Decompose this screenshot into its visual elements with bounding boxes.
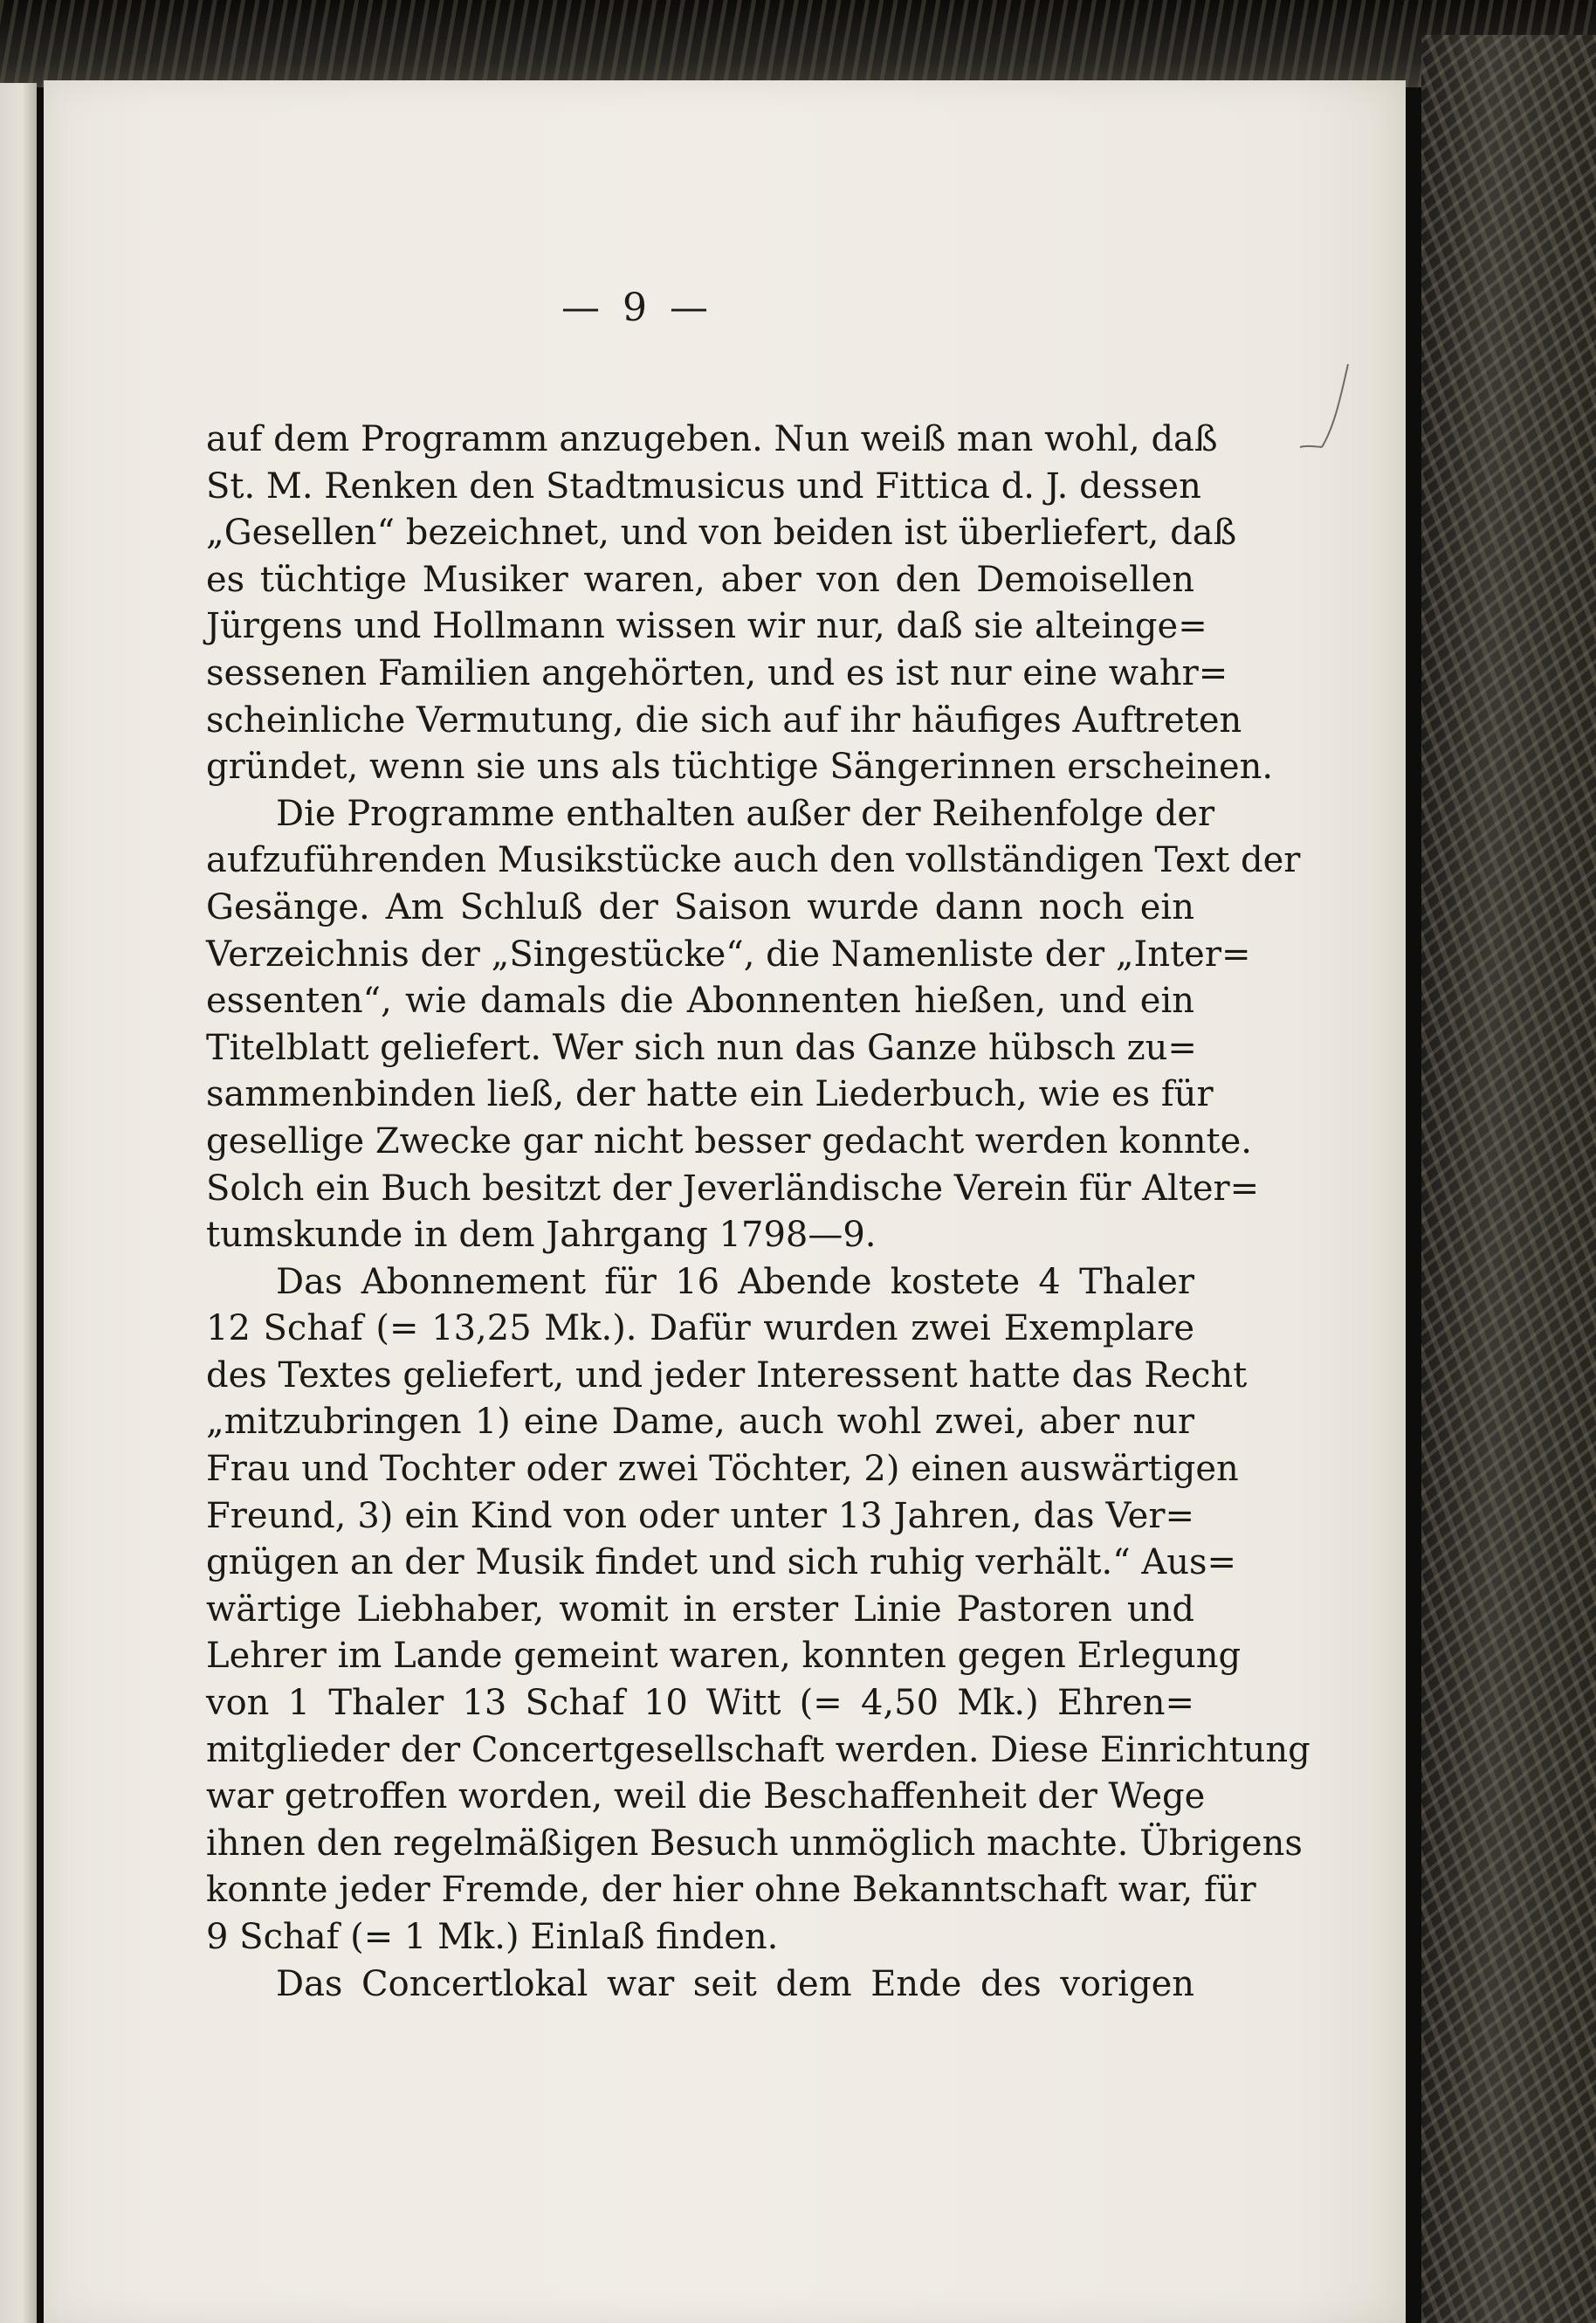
text-line: aufzuführenden Musikstücke auch den vollständigen Text der <box>206 840 1301 881</box>
text-line: gründet, wenn sie uns als tüchtige Sängerinnen erscheinen. <box>206 747 1274 788</box>
text-line: „mitzubringen 1) eine Dame, auch wohl zwei, aber nur <box>206 1402 1194 1443</box>
text-line: sammenbinden ließ, der hatte ein Liederbuch, wie es für <box>206 1074 1214 1115</box>
text-line: Das Concertlokal war seit dem Ende des vorigen <box>276 1963 1194 2004</box>
text-line: Freund, 3) ein Kind von oder unter 13 Jahren, das Ver= <box>206 1495 1194 1536</box>
text-line: des Textes geliefert, und jeder Interessent hatte das Recht <box>206 1355 1248 1396</box>
book-page <box>44 80 1406 2323</box>
text-line: tumskunde in dem Jahrgang 1798—9. <box>206 1215 877 1256</box>
text-line: 12 Schaf (= 13,25 Mk.). Dafür wurden zwei Exemplare <box>206 1308 1194 1349</box>
text-line: Verzeichnis der „Singestücke“, die Namenliste der „Inter= <box>206 934 1251 975</box>
text-line: scheinliche Vermutung, die sich auf ihr häufiges Auftreten <box>206 700 1242 741</box>
marbled-book-spine <box>1421 35 1596 2323</box>
text-line: von 1 Thaler 13 Schaf 10 Witt (= 4,50 Mk.) Ehren= <box>206 1683 1194 1724</box>
text-line: konnte jeder Fremde, der hier ohne Bekanntschaft war, für <box>206 1870 1256 1911</box>
text-line: ihnen den regelmäßigen Besuch unmöglich machte. Übrigens <box>206 1823 1303 1864</box>
text-line: Jürgens und Hollmann wissen wir nur, daß sie alteinge= <box>206 606 1207 647</box>
text-line: sessenen Familien angehörten, und es ist nur eine wahr= <box>206 652 1228 693</box>
text-line: es tüchtige Musiker waren, aber von den Demoisellen <box>206 559 1194 600</box>
text-line: mitglieder der Concertgesellschaft werden. Diese Einrichtung <box>206 1729 1311 1770</box>
text-line: wärtige Liebhaber, womit in erster Linie Pastoren und <box>206 1589 1194 1630</box>
text-line: Das Abonnement für 16 Abende kostete 4 Thaler <box>276 1261 1194 1302</box>
text-line: St. M. Renken den Stadtmusicus und Fittica d. J. dessen <box>206 465 1201 507</box>
facing-page-edge <box>0 83 37 2323</box>
text-line: gnügen an der Musik findet und sich ruhig verhält.“ Aus= <box>206 1542 1237 1583</box>
text-line: essenten“, wie damals die Abonnenten hießen, und ein <box>206 981 1194 1022</box>
text-line: war getroffen worden, weil die Beschaffenheit der Wege <box>206 1776 1206 1817</box>
text-line: Gesänge. Am Schluß der Saison wurde dann noch ein <box>206 886 1194 927</box>
text-line: Die Programme enthalten außer der Reihenfolge der <box>276 793 1215 834</box>
text-line: Solch ein Buch besitzt der Jeverländische Verein für Alter= <box>206 1168 1260 1209</box>
text-line: „Gesellen“ bezeichnet, und von beiden ist überliefert, daß <box>206 513 1237 554</box>
text-line: Titelblatt geliefert. Wer sich nun das Ganze hübsch zu= <box>206 1027 1197 1068</box>
body-text <box>206 417 1311 2008</box>
text-line: Frau und Tochter oder zwei Töchter, 2) einen auswärtigen <box>206 1449 1239 1490</box>
page-number: — 9 — <box>561 286 713 330</box>
text-line: gesellige Zwecke gar nicht besser gedacht werden konnte. <box>206 1120 1252 1162</box>
text-line: Lehrer im Lande gemeint waren, konnten gegen Erlegung <box>206 1636 1242 1677</box>
pencil-mark-icon <box>1287 360 1366 465</box>
book-cover-top-edge <box>0 0 1596 87</box>
text-line: auf dem Programm anzugeben. Nun weiß man wohl, daß <box>206 419 1218 459</box>
text-line: 9 Schaf (= 1 Mk.) Einlaß finden. <box>206 1917 779 1957</box>
